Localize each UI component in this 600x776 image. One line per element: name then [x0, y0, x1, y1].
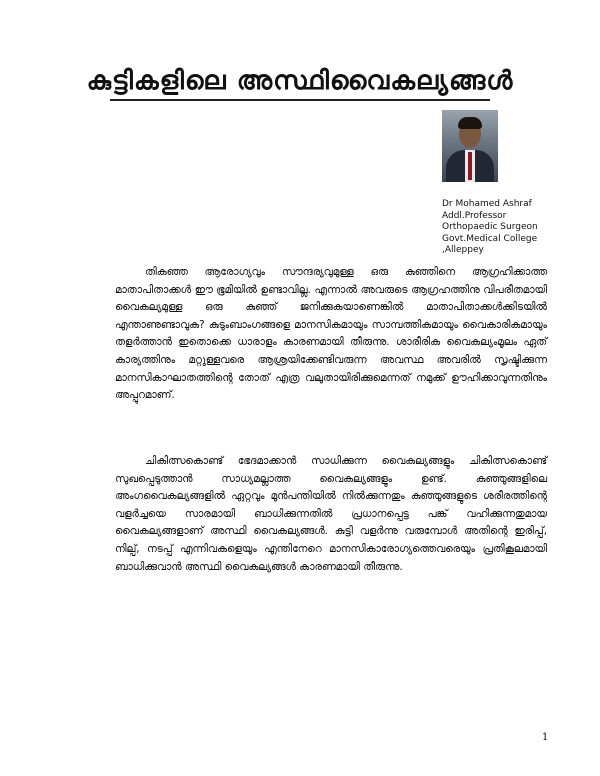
author-block — [442, 199, 538, 257]
document-title — [0, 66, 600, 101]
author-title: Addl.Professor — [442, 210, 507, 221]
author-photo — [442, 110, 498, 182]
author-name: Dr Mohamed Ashraf — [442, 199, 532, 209]
paragraph-text: തികഞ്ഞ ആരോഗ്യവും സൗന്ദര്യവുമുള്ള ഒരു കുഞ്ഞിനെ ആഗ്രഹിക്കാത്ത മാതാപിതാക്കൾ ഈ ഭൂമിയിൽ ഉണ്ടാവില്ല. എന്നാൽ അവരുടെ ആഗ്രഹത്തിനു വിപരീതമായി വൈകല്യമുള്ള ഒരു കുഞ്ഞ് ജനിക്കുകയാണെങ്കിൽ മാതാപിതാക്കൾക്കിടയിൽ എന്താണുണ്ടാവുക? കുടുംബാംഗങ്ങളെ മാനസികമായും സാമ്പത്തികമായും വൈകാരികമായും തളർത്താൻ ഇതൊക്കെ ധാരാളം കാരണമായി തീരുന്നു. ശാരീരിക വൈകല്യംമൂലം ഏത് കാര്യത്തിനും മറ്റുള്ളവരെ ആശ്രയിക്കേണ്ടിവരുന്ന അവസ്ഥ അവരിൽ സൃഷ്ടിക്കുന്ന മാനസികാഘാതത്തിന്റെ തോത് എത്ര വലുതായിരിക്കുമെന്നത് നമുക്ക് ഊഹിക്കാവുന്നതിനും അപ്പുറമാണ്. — [115, 266, 547, 402]
photo-tie — [468, 152, 472, 180]
page-number: 1 — [542, 732, 549, 743]
title-underline — [110, 99, 490, 101]
paragraph-1 — [115, 264, 547, 405]
paragraph-2 — [115, 453, 547, 576]
author-location: ,Alleppey — [442, 245, 484, 255]
author-institution: Govt.Medical College — [442, 233, 538, 244]
author-department: Orthopaedic Surgeon — [442, 222, 538, 232]
paragraph-text: ചികിത്സകൊണ്ട് ഭേദമാക്കാൻ സാധിക്കുന്ന വൈകല്യങ്ങളും ചികിത്സകൊണ്ട് സുഖപ്പെടുത്താൻ സാധ്യമല്ലാത്ത വൈകല്യങ്ങളും ഉണ്ട്. കുഞ്ഞുങ്ങളിലെ അംഗവൈകല്യങ്ങളിൽ ഏറ്റവും മുൻപന്തിയിൽ നിൽക്കുന്നതും കുഞ്ഞുങ്ങളുടെ ശരീരത്തിന്റെ വളർച്ചയെ സാരമായി ബാധിക്കുന്നതിൽ പ്രധാനപ്പെട്ട പങ്ക് വഹിക്കുന്നതുമായ വൈകല്യങ്ങളാണ് അസ്ഥി വൈകല്യങ്ങൾ. കുട്ടി വളർന്നു വരുമ്പോൾ അതിന്റെ ഇരിപ്പ്, നില്പ്, നടപ്പ് എന്നിവകളെയും എന്തിനേറെ മാനസികാരോഗ്യത്തെവരെയും പ്രതികൂലമായി ബാധിക്കുവാൻ അസ്ഥി വൈകല്യങ്ങൾ കാരണമായി തീരുന്നു. — [115, 455, 547, 573]
title-text: കുട്ടികളിലെ അസ്ഥിവൈകല്യങ്ങൾ — [86, 66, 514, 96]
photo-hair — [458, 117, 482, 129]
